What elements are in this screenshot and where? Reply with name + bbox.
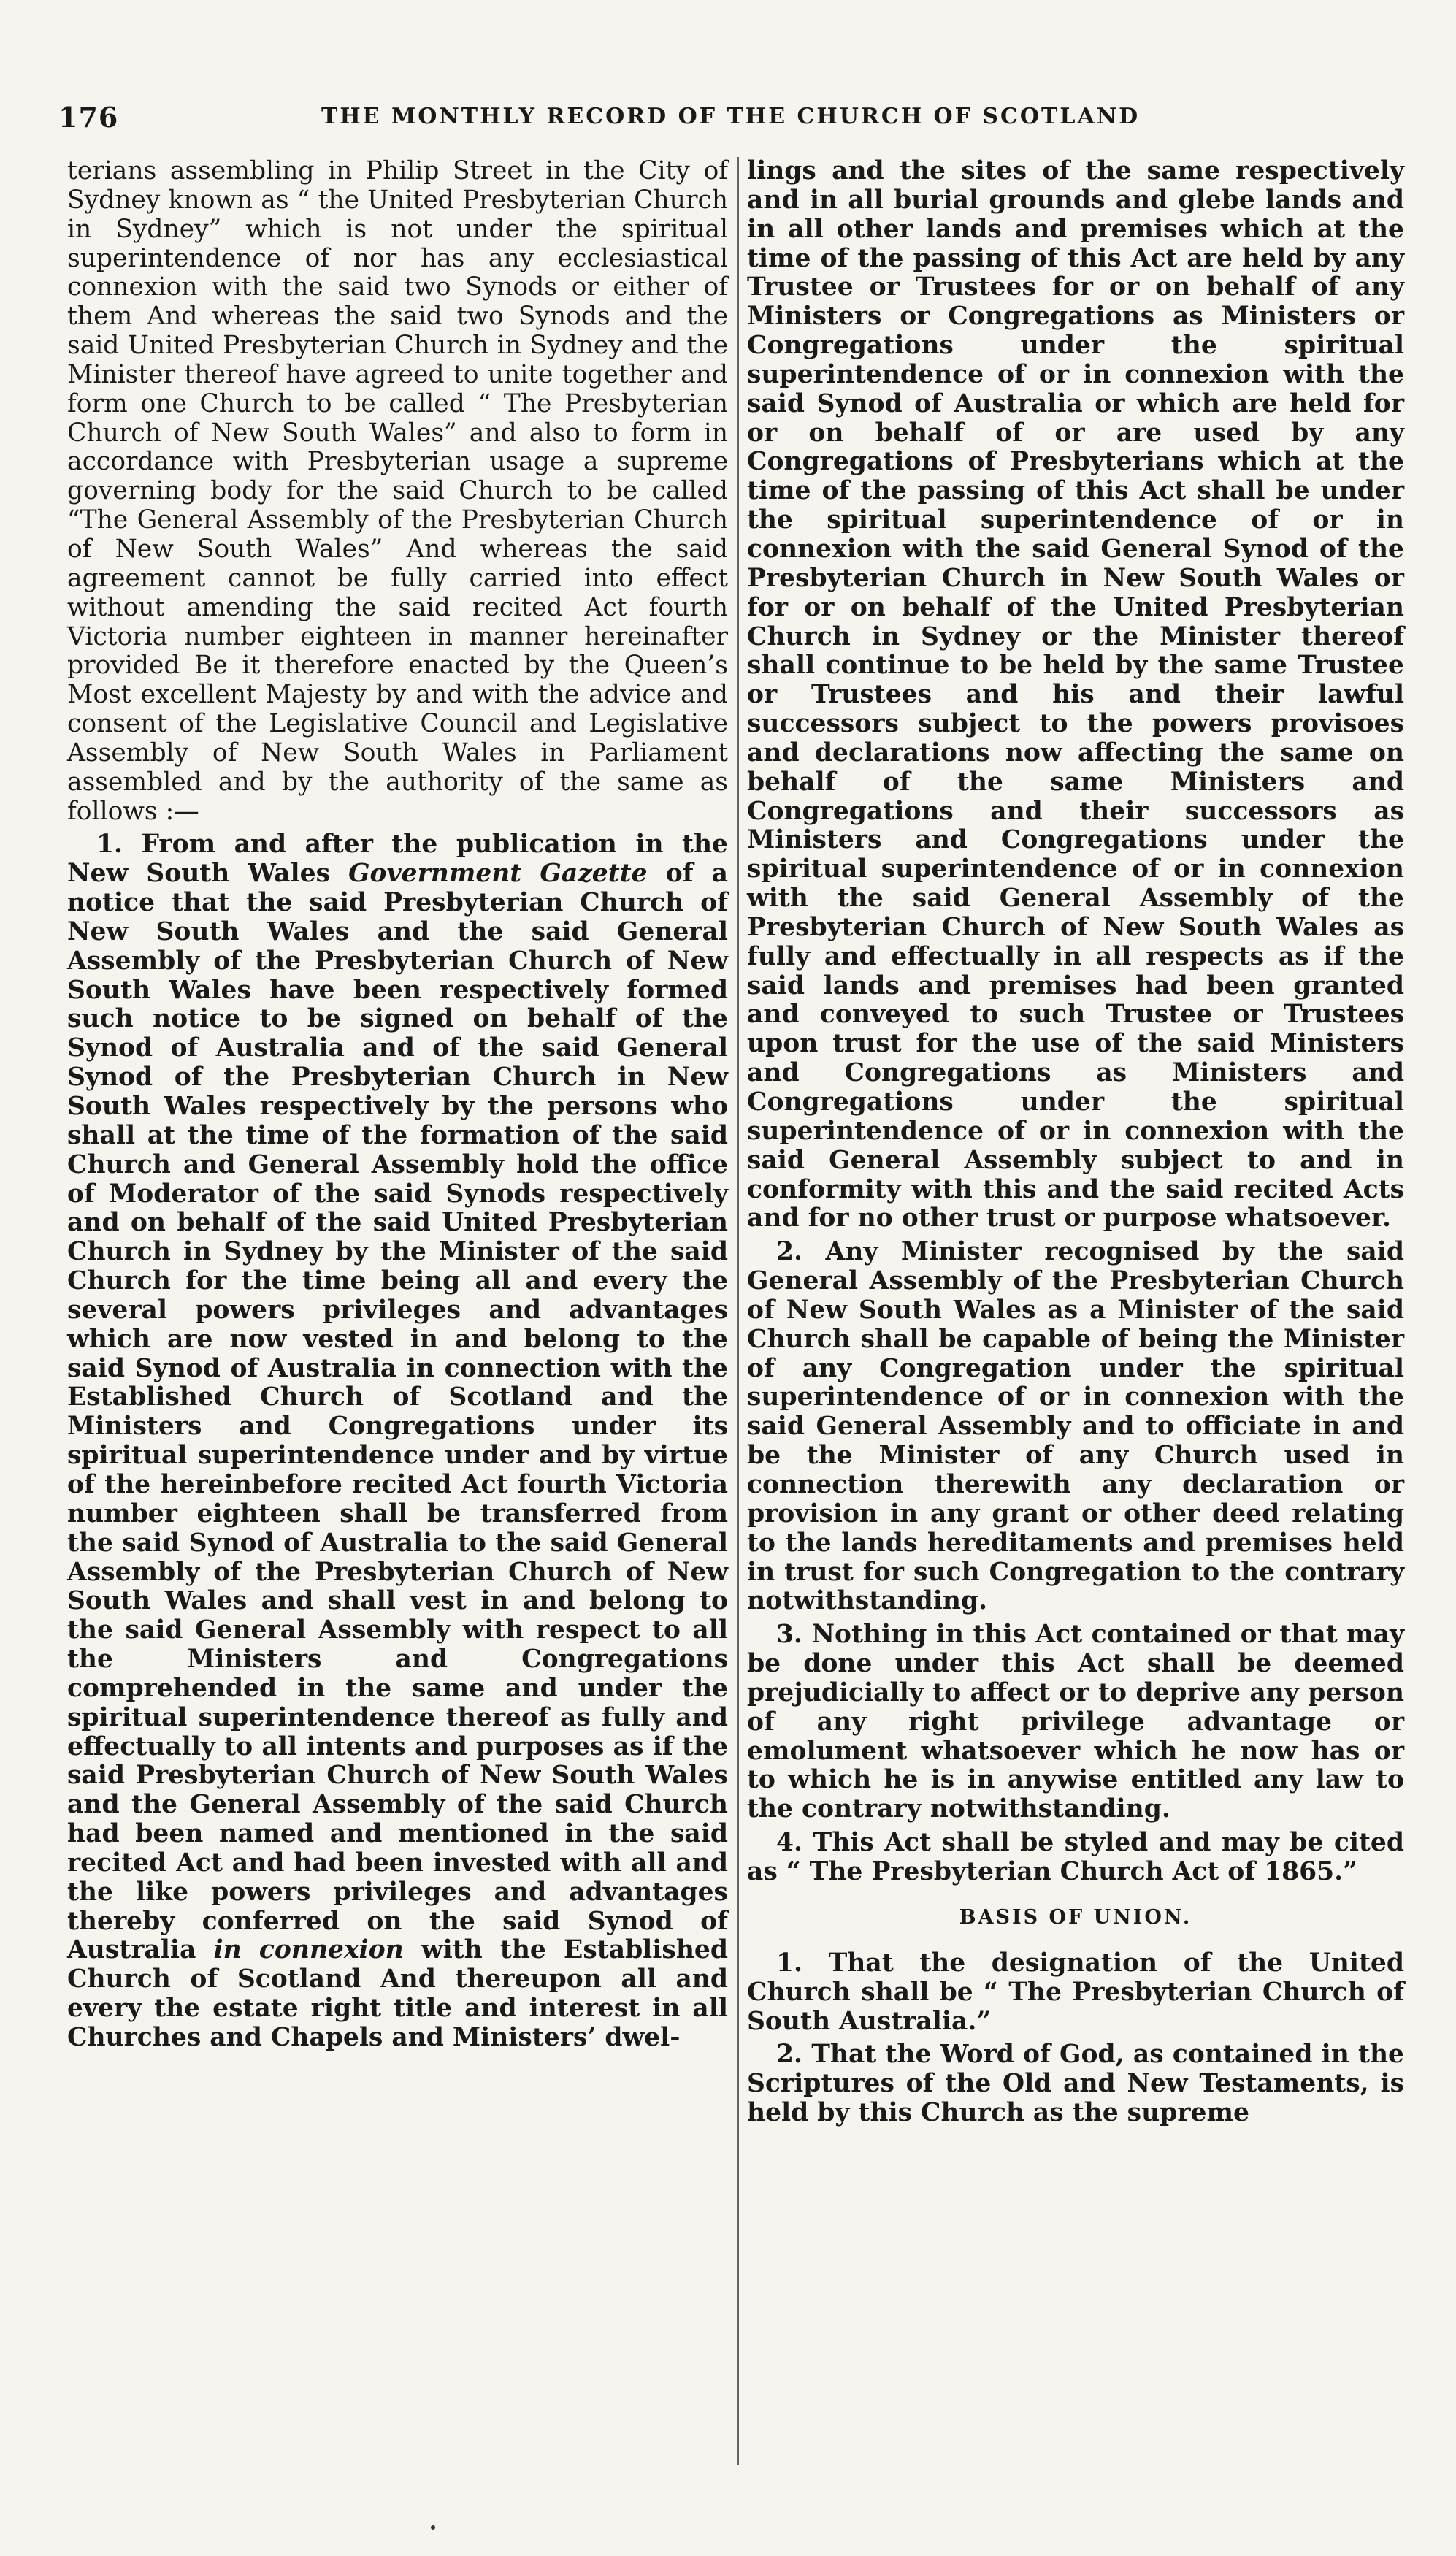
in-connexion-phrase: in connexion (213, 1935, 404, 1965)
gazette-title: Government Gazette (348, 859, 648, 889)
section-1-start: 1. From and after the publication in the New South Wales (67, 830, 728, 889)
page-number: 176 (58, 101, 119, 134)
ink-dot (431, 2525, 435, 2530)
right-column (747, 157, 1404, 2128)
column-divider (737, 157, 739, 2465)
page-header (58, 101, 1405, 145)
left-column (67, 157, 728, 2053)
section-1-paragraph (67, 830, 728, 2052)
right-paragraph-1: lings and the sites of the same respectively and in all burial grounds and glebe lands and in all other lands and premises which at the time of the passing of this Act are held by any Trustee or Trustees for or on behalf of any Ministers or Congregations as Ministers or Congregations under the spiritual superintendence of or in connexion with the said Synod of Australia or which are held for or on behalf of or are used by any Congregations of Presbyterians which at the time of the passing of this Act shall be under the spiritual superintendence of or in connexion with the said General Synod of the Presbyterian Church in New South Wales or for or on behalf of the United Presbyterian Church in Sydney or the Minister thereof shall continue to be held by the same Trustee or Trustees and his and their lawful successors subject to the powers provisoes and declarations now affecting the same on behalf of the same Ministers and Congregations and their successors as Ministers and Congregations under the spiritual superintendence of or in connexion with the said General Assembly of the Presbyterian Church of New South Wales as fully and effectually in all respects as if the said lands and premises had been granted and conveyed to such Trustee or Trustees upon trust for the use of the said Ministers and Congregations as Ministers and Congregations under the spiritual superintendence of or in connexion with the said General Assembly subject to and in conformity with this and the said recited Acts and for no other trust or purpose whatsoever. (747, 156, 1404, 1233)
section-1-end: with the Established Church of Scotland And thereupon all and every the estate right title and interest in all Churches and Chapels and Ministers’ dwel- (67, 1935, 728, 2052)
section-4-paragraph: 4. This Act shall be styled and may be cited as “ The Presbyterian Church Act of 1865.” (747, 1828, 1404, 1886)
union-item-2: 2. That the Word of God, as contained in the Scriptures of the Old and New Testaments, is held by this Church as the supreme (747, 2040, 1404, 2128)
running-title: THE MONTHLY RECORD OF THE CHURCH OF SCOTLAND (321, 104, 1141, 129)
section-2-paragraph: 2. Any Minister recognised by the said General Assembly of the Presbyterian Church of New South Wales as a Minister of the said Church shall be capable of being the Minister of any Congregation under the spiritual superintendence of or in connexion with the said General Assembly and to officiate in and be the Minister of any Church used in connection therewith any declaration or provision in any grant or other deed relating to the lands hereditaments and premises held in trust for such Congregation to the contrary notwithstanding. (747, 1237, 1404, 1616)
left-paragraph-1: terians assembling in Philip Street in the City of Sydney known as “ the United Presbyterian Church in Sydney” which is not under the spiritual superintendence of nor has any ecclesiastical connexion with the said two Synods or either of them And whereas the said two Synods and the said United Presbyterian Church in Sydney and the Minister thereof have agreed to unite together and form one Church to be called “ The Presbyterian Church of New South Wales” and also to form in accordance with Presbyterian usage a supreme governing body for the said Church to be called “The General Assembly of the Presbyterian Church of New South Wales” And whereas the said agreement cannot be fully carried into effect without amending the said recited Act fourth Victoria number eighteen in manner hereinafter provided Be it therefore enacted by the Queen’s Most excellent Majesty by and with the advice and consent of the Legislative Council and Legislative Assembly of New South Wales in Parliament assembled and by the authority of the same as follows :— (67, 156, 728, 826)
basis-of-union-heading: BASIS OF UNION. (959, 1905, 1192, 1929)
section-1-middle: of a notice that the said Presbyterian Church of New South Wales and the said General Assembly of the Presbyterian Church of New South Wales have been respectively formed such notice to be signed on behalf of the Synod of Australia and of the said General Synod of the Presbyterian Church in New South Wales respectively by the persons who shall at the time of the formation of the said Church and General Assembly hold the office of Moderator of the said Synods respectively and on behalf of the said United Presbyterian Church in Sydney by the Minister of the said Church for the time being all and every the several powers privileges and advantages which are now vested in and belong to the said Synod of Australia in connection with the Established Church of Scotland and the Ministers and Congregations under its spiritual superintendence under and by virtue of the hereinbefore recited Act fourth Victoria number eighteen shall be transferred from the said Synod of Australia to the said General Assembly of the Presbyterian Church of New South Wales and shall vest in and belong to the said General Assembly with respect to all the Ministers and Congregations comprehended in the same and under the spiritual superintendence thereof as fully and effectually to all intents and purposes as if the said Presbyterian Church of New South Wales and the General Assembly of the said Church had been named and mentioned in the said recited Act and had been invested with all and the like powers privileges and advantages thereby conferred on the said Synod of Australia (67, 859, 728, 1965)
union-item-1: 1. That the designation of the United Church shall be “ The Presbyterian Church of South Australia.” (747, 1948, 1404, 2036)
section-3-paragraph: 3. Nothing in this Act contained or that may be done under this Act shall be deemed prejudicially to affect or to deprive any person of any right privilege advantage or emolument whatsoever which he now has or to which he is in anywise entitled any law to the contrary notwithstanding. (747, 1620, 1404, 1824)
